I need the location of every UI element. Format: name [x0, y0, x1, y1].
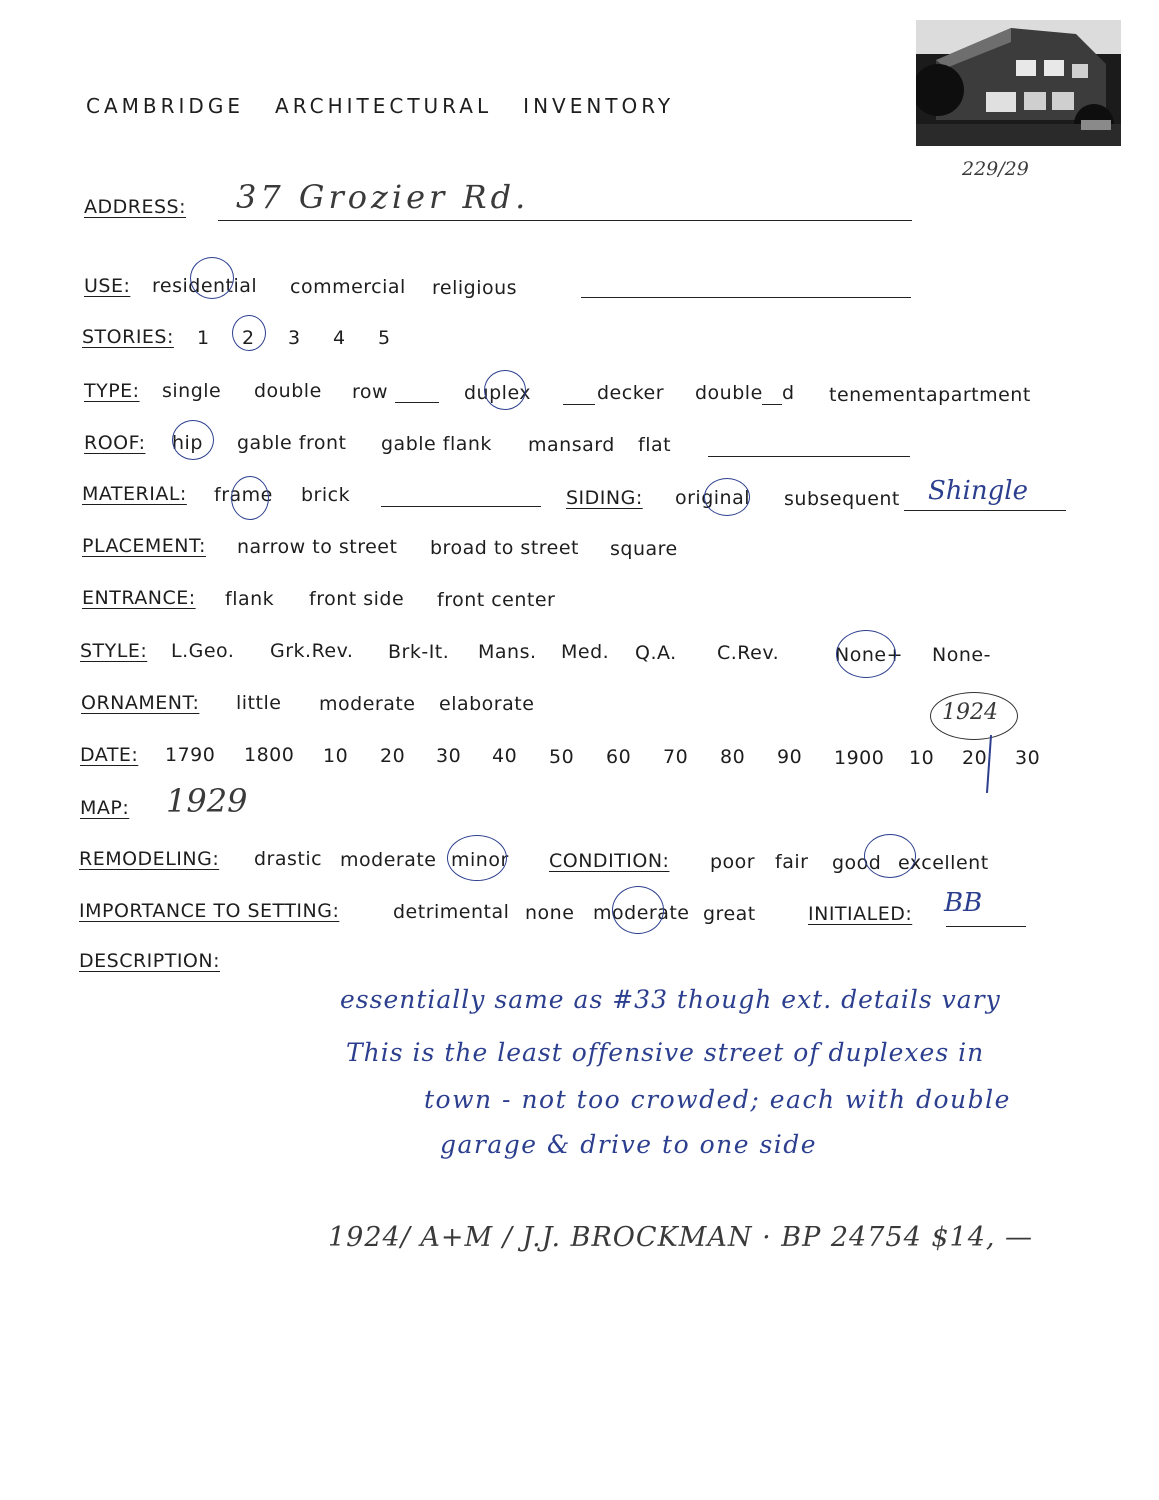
stories-selection-circle	[232, 315, 266, 351]
remodeling-selection-circle	[447, 835, 507, 881]
style-option-none-minus[interactable]: None-	[932, 644, 991, 666]
date-option-70[interactable]: 70	[663, 746, 689, 768]
description-line-1[interactable]: essentially same as #33 though ext. details vary	[340, 985, 1001, 1014]
material-option-brick[interactable]: brick	[301, 484, 351, 506]
condition-selection-circle	[864, 834, 916, 878]
importance-option-moderate[interactable]: moderate	[593, 902, 690, 924]
siding-label: SIDING:	[566, 487, 643, 509]
type-option-double-d[interactable]: double	[695, 382, 763, 404]
style-option-med[interactable]: Med.	[561, 641, 610, 663]
description-line-4[interactable]: garage & drive to one side	[440, 1130, 818, 1159]
type-option-tenement[interactable]: tenement	[829, 384, 926, 406]
date-option-1800[interactable]: 1800	[244, 744, 295, 766]
use-option-commercial[interactable]: commercial	[290, 276, 406, 298]
use-label: USE:	[84, 275, 131, 297]
type-option-single[interactable]: single	[162, 380, 222, 402]
style-option-qa[interactable]: Q.A.	[635, 642, 677, 664]
date-option-20[interactable]: 20	[380, 745, 406, 767]
type-option-duplex[interactable]: duplex	[464, 382, 532, 404]
initialed-line	[946, 926, 1026, 927]
date-option-40[interactable]: 40	[492, 745, 518, 767]
ornament-label: ORNAMENT:	[81, 692, 200, 714]
stories-option-4[interactable]: 4	[333, 327, 346, 349]
condition-label: CONDITION:	[549, 850, 670, 872]
stories-label: STORIES:	[82, 326, 174, 348]
stories-option-2[interactable]: 2	[242, 327, 255, 349]
date-annotation[interactable]: 1924	[942, 700, 998, 725]
building-photo	[916, 20, 1121, 146]
stories-option-1[interactable]: 1	[197, 327, 210, 349]
placement-label: PLACEMENT:	[82, 535, 206, 557]
remodeling-option-minor[interactable]: minor	[451, 849, 509, 871]
date-option-30[interactable]: 30	[436, 745, 462, 767]
importance-selection-circle	[612, 886, 664, 934]
importance-option-detrimental[interactable]: detrimental	[393, 901, 510, 923]
style-label: STYLE:	[80, 640, 148, 662]
importance-option-great[interactable]: great	[703, 903, 756, 925]
date-option-1900[interactable]: 1900	[834, 747, 885, 769]
roof-other-line	[708, 456, 910, 457]
entrance-label: ENTRANCE:	[82, 587, 196, 609]
type-decker-blank	[563, 404, 595, 405]
description-label: DESCRIPTION:	[79, 950, 221, 972]
use-option-residential[interactable]: residential	[152, 275, 258, 297]
use-selection-circle	[190, 257, 234, 299]
date-option-1790[interactable]: 1790	[165, 744, 216, 766]
style-option-brkit[interactable]: Brk-It.	[388, 641, 450, 663]
address-line	[218, 220, 912, 221]
roof-option-gable-front[interactable]: gable front	[237, 432, 347, 454]
initialed-label: INITIALED:	[808, 903, 913, 925]
siding-option-subsequent[interactable]: subsequent	[784, 488, 900, 510]
style-selection-circle	[836, 630, 896, 678]
roof-option-flat[interactable]: flat	[638, 434, 672, 456]
ornament-option-little[interactable]: little	[236, 692, 282, 714]
type-option-d[interactable]: d	[782, 382, 795, 404]
type-selection-circle	[484, 370, 526, 410]
photo-number: 229/29	[962, 158, 1029, 180]
date-option-10[interactable]: 10	[323, 745, 349, 767]
entrance-option-front-side[interactable]: front side	[309, 588, 405, 610]
material-label: MATERIAL:	[82, 483, 187, 505]
stories-option-5[interactable]: 5	[378, 327, 391, 349]
remodeling-option-drastic[interactable]: drastic	[254, 848, 323, 870]
address-value[interactable]: 37 Grozier Rd.	[236, 178, 530, 216]
importance-label: IMPORTANCE TO SETTING:	[79, 900, 340, 922]
date-option-60[interactable]: 60	[606, 746, 632, 768]
date-option-50[interactable]: 50	[549, 746, 575, 768]
description-line-3[interactable]: town - not too crowded; each with double	[424, 1085, 1011, 1114]
description-line-2[interactable]: This is the least offensive street of duplexes in	[346, 1038, 985, 1067]
address-label: ADDRESS:	[84, 196, 186, 218]
type-double-d-blank	[762, 404, 782, 405]
date-option-1910[interactable]: 10	[909, 747, 935, 769]
type-label: TYPE:	[84, 380, 140, 402]
roof-option-mansard[interactable]: mansard	[528, 434, 615, 456]
roof-option-gable-flank[interactable]: gable flank	[381, 433, 492, 455]
entrance-option-front-center[interactable]: front center	[437, 589, 556, 611]
roof-label: ROOF:	[84, 432, 146, 454]
style-option-none-plus[interactable]: None+	[835, 644, 903, 666]
type-option-apartment[interactable]: apartment	[926, 384, 1031, 406]
material-selection-circle	[231, 476, 269, 520]
roof-selection-circle	[172, 420, 214, 460]
stories-option-3[interactable]: 3	[288, 327, 301, 349]
date-label: DATE:	[80, 744, 139, 766]
use-other-line	[581, 297, 911, 298]
date-option-1920[interactable]: 20	[962, 747, 988, 769]
initialed-value[interactable]: BB	[944, 888, 983, 918]
material-option-frame[interactable]: frame	[214, 484, 273, 506]
entrance-option-flank[interactable]: flank	[225, 588, 275, 610]
style-option-mans[interactable]: Mans.	[478, 641, 537, 663]
placement-option-square[interactable]: square	[610, 538, 678, 560]
map-value[interactable]: 1929	[166, 782, 248, 820]
siding-value-line	[904, 510, 1066, 511]
style-option-grkrev[interactable]: Grk.Rev.	[270, 640, 354, 662]
roof-option-hip[interactable]: hip	[172, 432, 203, 454]
type-option-row[interactable]: row	[352, 381, 389, 403]
type-option-double[interactable]: double	[254, 380, 322, 402]
style-option-lgeo[interactable]: L.Geo.	[171, 640, 235, 662]
remodeling-option-moderate[interactable]: moderate	[340, 849, 437, 871]
type-option-decker[interactable]: decker	[597, 382, 665, 404]
date-option-80[interactable]: 80	[720, 746, 746, 768]
use-option-religious[interactable]: religious	[432, 277, 518, 299]
siding-selection-circle	[704, 478, 750, 516]
material-other-line	[381, 506, 541, 507]
permit-note[interactable]: 1924/ A+M / J.J. BROCKMAN · BP 24754 $14, —	[328, 1222, 1034, 1253]
style-option-crev[interactable]: C.Rev.	[717, 642, 780, 664]
condition-option-poor[interactable]: poor	[710, 851, 756, 873]
ornament-option-moderate[interactable]: moderate	[319, 693, 416, 715]
placement-option-broad[interactable]: broad to street	[430, 537, 580, 559]
date-option-90[interactable]: 90	[777, 746, 803, 768]
type-row-blank	[395, 402, 439, 403]
siding-option-original[interactable]: original	[675, 487, 751, 509]
date-option-1930[interactable]: 30	[1015, 747, 1041, 769]
condition-option-fair[interactable]: fair	[775, 851, 809, 873]
condition-option-excellent[interactable]: excellent	[898, 852, 989, 874]
siding-value[interactable]: Shingle	[928, 476, 1028, 506]
map-label: MAP:	[80, 797, 130, 819]
form-title: CAMBRIDGE ARCHITECTURAL INVENTORY	[86, 94, 675, 118]
ornament-option-elaborate[interactable]: elaborate	[439, 693, 535, 715]
condition-option-good[interactable]: good	[832, 852, 882, 874]
importance-option-none[interactable]: none	[525, 902, 575, 924]
placement-option-narrow[interactable]: narrow to street	[237, 536, 398, 558]
remodeling-label: REMODELING:	[79, 848, 220, 870]
